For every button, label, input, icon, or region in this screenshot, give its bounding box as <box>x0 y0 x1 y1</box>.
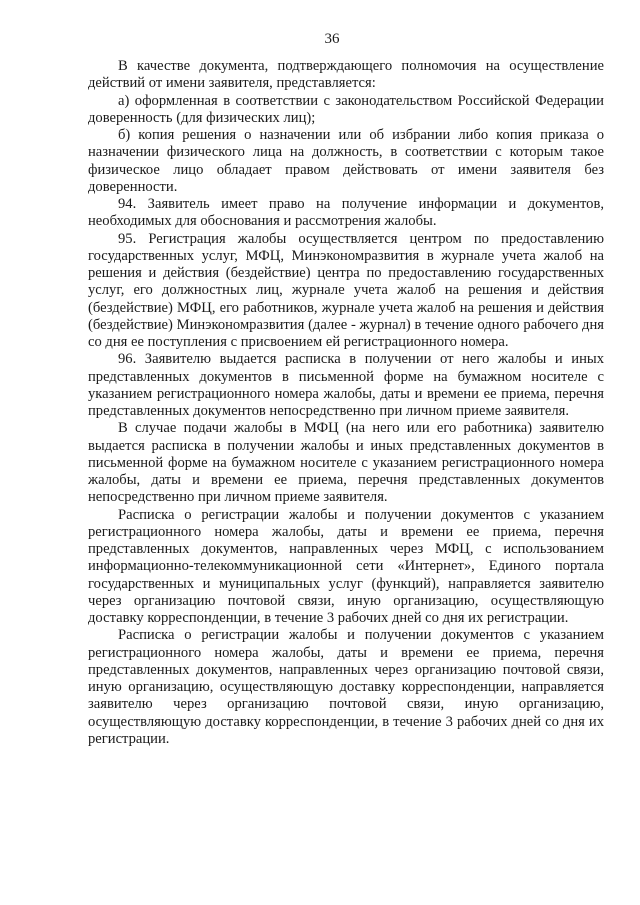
paragraph-authority-document: В качестве документа, подтверждающего полномочия на осуществление действий от имени заявителя, представляется: <box>88 58 604 92</box>
paragraph-item-b: б) копия решения о назначении или об избрании либо копия приказа о назначении физического лица на должность, в соответствии с которым такое физическое лицо обладает правом действовать от имени заявителя без доверенности. <box>88 127 604 195</box>
page-number: 36 <box>324 31 340 47</box>
paragraph-95: 95. Регистрация жалобы осуществляется центром по предоставлению государственных услуг, МФЦ, Минэкономразвития в журнале учета жалоб на решения и действия (бездействие) центра по предоставлению государственных услуг, его должностных лиц, журнале учета жалоб на решения и действия (бездействие) МФЦ, его работников, журнале учета жалоб на решения и действия (бездействие) Минэкономразвития (далее - журнал) в течение одного рабочего дня со дня ее поступления с присвоением ей регистрационного номера. <box>88 230 604 350</box>
paragraph-96: 96. Заявителю выдается расписка в получении от него жалобы и иных представленных документов в письменной форме на бумажном носителе с указанием регистрационного номера жалобы, даты и времени ее приема, перечня представленных документов непосредственно при личном приеме заявителя. <box>88 351 604 419</box>
paragraph-postal-receipt: Расписка о регистрации жалобы и получении документов с указанием регистрационного номера жалобы, даты и времени ее приема, перечня представленных документов, направленных через организацию почтовой связи, иную организацию, осуществляющую доставку корреспонденции, направляется заявителю через организацию почтовой связи, иную организацию, осуществляющую доставку корреспонденции, в течение 3 рабочих дней со дня их регистрации. <box>88 627 604 747</box>
paragraph-internet-receipt: Расписка о регистрации жалобы и получении документов с указанием регистрационного номера жалобы, даты и времени ее приема, перечня представленных документов, направленных через МФЦ, с использованием информационно-телекоммуникационной сети «Интернет», Единого портала государственных и муниципальных услуг (функций), направляется заявителю через организацию почтовой связи, иную организацию, осуществляющую доставку корреспонденции, в течение 3 рабочих дней со дня их регистрации. <box>88 506 604 626</box>
paragraph-item-a: а) оформленная в соответствии с законодательством Российской Федерации доверенность (для физических лиц); <box>88 92 604 126</box>
paragraph-94: 94. Заявитель имеет право на получение информации и документов, необходимых для обоснования и рассмотрения жалобы. <box>88 196 604 230</box>
paragraph-mfc-receipt: В случае подачи жалобы в МФЦ (на него или его работника) заявителю выдается расписка в получении жалобы и иных представленных документов в письменной форме на бумажном носителе с указанием регистрационного номера жалобы, даты и времени ее приема, перечня представленных документов непосредственно при личном приеме заявителя. <box>88 420 604 506</box>
